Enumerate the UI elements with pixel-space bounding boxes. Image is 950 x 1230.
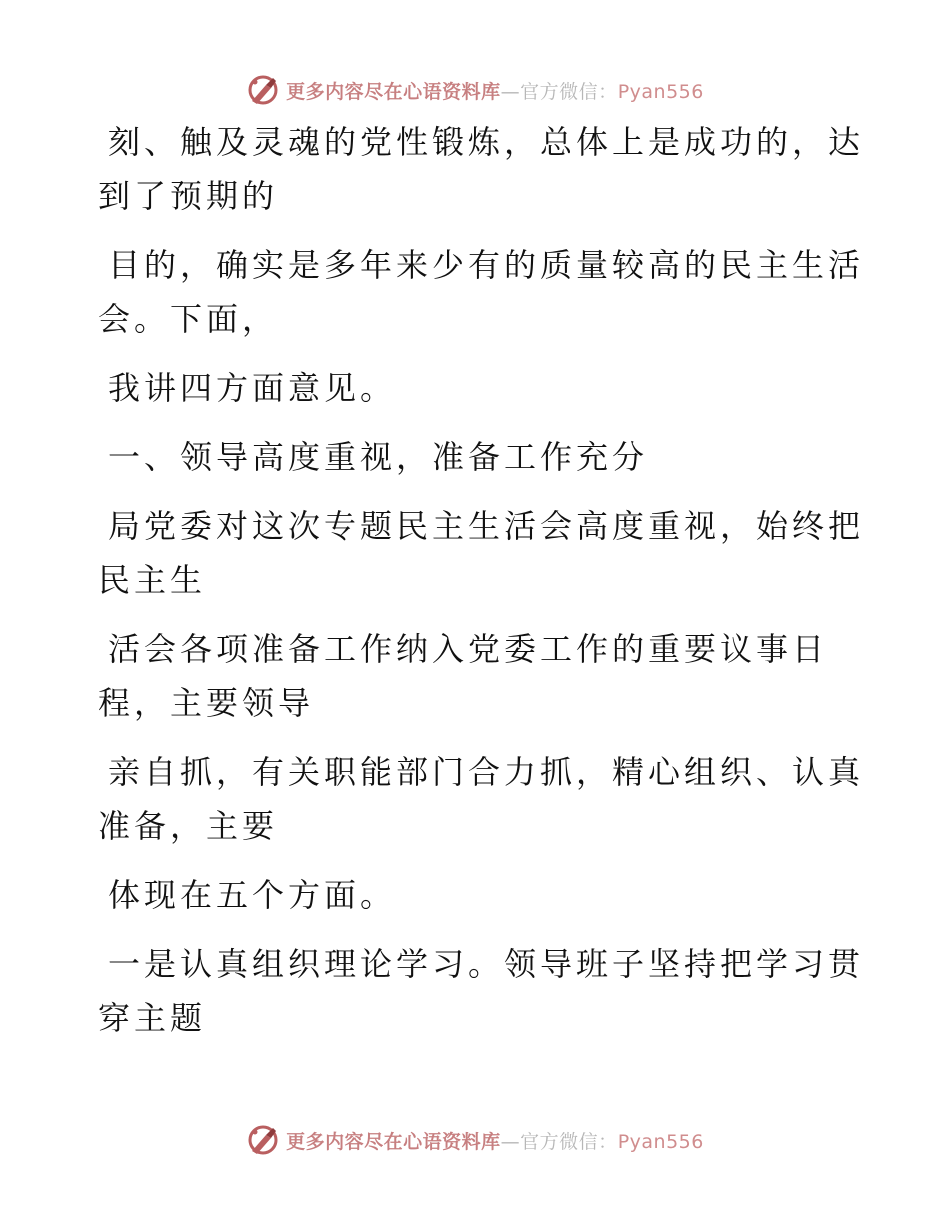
pen-logo-icon <box>246 73 280 107</box>
document-body <box>98 123 865 1037</box>
pen-logo-icon <box>246 1123 280 1157</box>
body-line: 体现在五个方面。 <box>108 876 397 914</box>
header-watermark-banner <box>0 70 950 110</box>
header-banner-wechat-id: Pyan556 <box>617 80 704 103</box>
header-banner-title: 更多内容尽在心语资料库 <box>286 80 501 103</box>
body-line: 局党委对这次专题民主生活会高度重视，始终把 <box>108 507 865 545</box>
body-line: 会。下面， <box>98 300 279 338</box>
footer-banner-dash: —官方微信： <box>500 1130 618 1153</box>
footer-watermark-banner <box>0 1120 950 1160</box>
footer-banner-text <box>286 1127 704 1154</box>
body-line: 准备，主要 <box>98 807 279 845</box>
body-line: 穿主题 <box>98 999 207 1037</box>
body-line: 刻、触及灵魂的党性锻炼，总体上是成功的，达 <box>108 123 865 161</box>
body-line: 程，主要领导 <box>98 684 315 722</box>
footer-banner-wechat-id: Pyan556 <box>617 1130 704 1153</box>
footer-banner-title: 更多内容尽在心语资料库 <box>286 1130 501 1153</box>
body-line: 目的，确实是多年来少有的质量较高的民主生活 <box>108 246 865 284</box>
body-line: 民主生 <box>98 561 207 599</box>
body-line: 活会各项准备工作纳入党委工作的重要议事日 <box>108 630 829 668</box>
section-heading: 一、领导高度重视，准备工作充分 <box>108 438 649 476</box>
body-line: 到了预期的 <box>98 177 279 215</box>
body-line: 一是认真组织理论学习。领导班子坚持把学习贯 <box>108 945 865 983</box>
header-banner-text <box>286 77 704 104</box>
header-banner-dash: —官方微信： <box>500 80 618 103</box>
body-line: 我讲四方面意见。 <box>108 369 397 407</box>
body-line: 亲自抓，有关职能部门合力抓，精心组织、认真 <box>108 753 865 791</box>
